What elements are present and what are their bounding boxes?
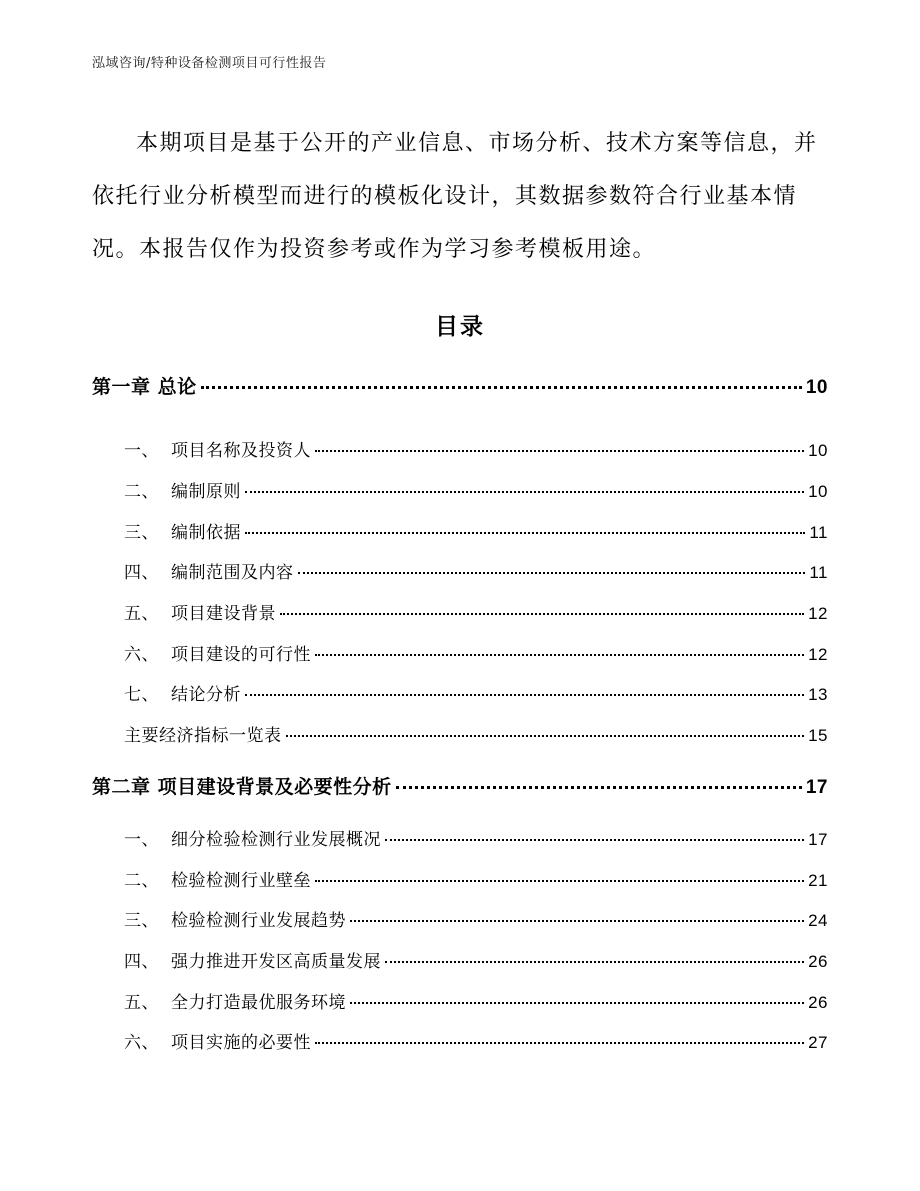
toc-page-number: 24 — [808, 911, 828, 930]
toc-chapter-2[interactable] — [92, 772, 828, 799]
toc-leader-dots — [315, 1042, 804, 1044]
toc-leader-dots — [350, 1002, 804, 1004]
toc-page-number: 17 — [808, 830, 828, 849]
toc-leader-dots — [350, 920, 804, 922]
toc-page-number: 27 — [808, 1033, 828, 1052]
toc-section-2-1[interactable] — [124, 825, 828, 850]
toc-section-num: 一、 — [124, 830, 159, 850]
toc-section-2-2[interactable] — [124, 866, 828, 891]
toc-leader-dots — [280, 613, 804, 615]
toc-page-number: 11 — [809, 523, 828, 542]
toc-section-1-1[interactable] — [124, 436, 828, 461]
toc-section-label: 结论分析 — [171, 685, 241, 705]
toc-page-number: 15 — [808, 726, 828, 745]
intro-paragraph-block — [92, 117, 828, 276]
toc-section-1-4[interactable] — [124, 558, 828, 583]
toc-section-num: 七、 — [124, 685, 159, 705]
toc-page-number: 10 — [805, 377, 828, 398]
toc-section-label: 编制原则 — [171, 482, 241, 502]
toc-leader-dots — [245, 532, 805, 534]
toc-section-num: 四、 — [124, 952, 159, 972]
toc-section-num: 六、 — [124, 645, 159, 665]
toc-section-1-3[interactable] — [124, 518, 828, 543]
toc-section-label: 主要经济指标一览表 — [124, 726, 282, 746]
toc-leader-dots — [385, 961, 804, 963]
toc-page-number: 26 — [808, 952, 828, 971]
toc-section-2-4[interactable] — [124, 947, 828, 972]
toc-page-number: 11 — [809, 563, 828, 582]
toc-section-label: 项目名称及投资人 — [171, 441, 311, 461]
toc-section-num: 四、 — [124, 563, 159, 583]
toc-section-num: 二、 — [124, 482, 159, 502]
toc-section-num: 二、 — [124, 871, 159, 891]
toc-page-number: 26 — [808, 993, 828, 1012]
toc-section-1-8[interactable] — [124, 721, 828, 746]
intro-paragraph: 本期项目是基于公开的产业信息、市场分析、技术方案等信息，并依托行业分析模型而进行的模板化设计，其数据参数符合行业基本情况。本报告仅作为投资参考或作为学习参考模板用途。 — [92, 131, 818, 262]
toc-leader-dots — [315, 880, 804, 882]
toc-section-label: 项目实施的必要性 — [171, 1033, 311, 1053]
toc-section-num: 三、 — [124, 911, 159, 931]
toc-page-number: 12 — [808, 604, 828, 623]
toc-section-num: 五、 — [124, 993, 159, 1013]
toc-section-1-6[interactable] — [124, 640, 828, 665]
toc-section-label: 编制范围及内容 — [171, 563, 294, 583]
toc-section-label: 项目建设背景 — [171, 604, 276, 624]
toc-section-2-5[interactable] — [124, 988, 828, 1013]
toc-chapter-label: 第一章 总论 — [92, 376, 197, 398]
toc-section-2-6[interactable] — [124, 1028, 828, 1053]
toc-section-label: 全力打造最优服务环境 — [171, 993, 346, 1013]
toc-leader-dots — [396, 786, 802, 789]
toc-page-number: 12 — [808, 645, 828, 664]
toc-section-label: 项目建设的可行性 — [171, 645, 311, 665]
toc-section-1-7[interactable] — [124, 680, 828, 705]
toc-leader-dots — [298, 572, 806, 574]
toc-title: 目录 — [435, 314, 485, 340]
toc-leader-dots — [315, 654, 804, 656]
toc-section-1-2[interactable] — [124, 477, 828, 502]
toc-section-2-3[interactable] — [124, 906, 828, 931]
toc-section-label: 检验检测行业发展趋势 — [171, 911, 346, 931]
toc-section-1-5[interactable] — [124, 599, 828, 624]
toc-chapter-1[interactable] — [92, 372, 828, 399]
toc-section-label: 编制依据 — [171, 523, 241, 543]
toc-section-num: 六、 — [124, 1033, 159, 1053]
toc-page-number: 13 — [808, 685, 828, 704]
toc-page-number: 10 — [808, 482, 828, 501]
toc-section-label: 检验检测行业壁垒 — [171, 871, 311, 891]
toc-leader-dots — [385, 839, 804, 841]
toc-leader-dots — [315, 450, 804, 452]
toc-section-num: 一、 — [124, 441, 159, 461]
toc-section-num: 三、 — [124, 523, 159, 543]
toc-page-number: 17 — [805, 777, 828, 798]
toc-page-number: 21 — [808, 871, 828, 890]
toc-leader-dots — [201, 386, 802, 389]
toc-chapter-label: 第二章 项目建设背景及必要性分析 — [92, 776, 392, 798]
toc-leader-dots — [245, 694, 804, 696]
toc-leader-dots — [286, 735, 805, 737]
toc-section-label: 细分检验检测行业发展概况 — [171, 830, 381, 850]
toc-leader-dots — [245, 491, 804, 493]
toc-section-label: 强力推进开发区高质量发展 — [171, 952, 381, 972]
page-header: 泓域咨询/特种设备检测项目可行性报告 — [92, 56, 327, 71]
toc-section-num: 五、 — [124, 604, 159, 624]
toc-page-number: 10 — [808, 441, 828, 460]
